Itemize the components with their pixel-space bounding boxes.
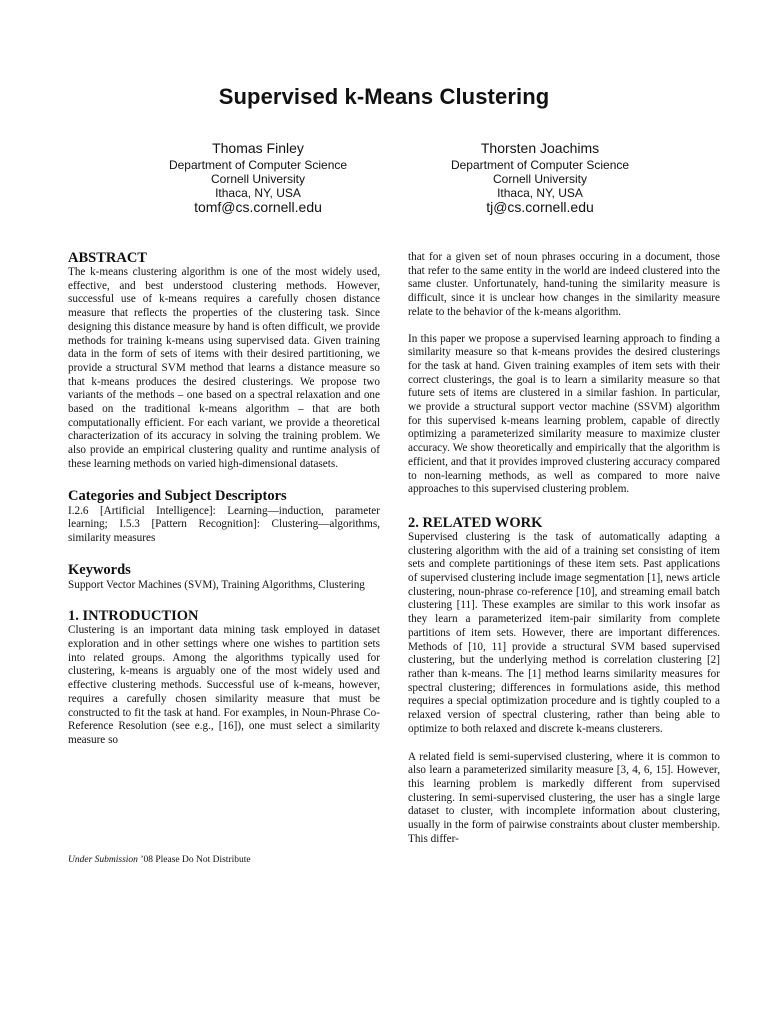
introduction-paragraph: In this paper we propose a supervised learning approach to finding a similarity measure so that k-means provides the desired clusterings for the task at hand. Given training examples of item sets with their correct clusterings, the goal is to learn a similarity measure so that future sets of items are clustered in a similar fashion. In particular, we provide a structural support vector machine (SSVM) algorithm for this supervised k-means learning problem, capable of directly optimizing a parameterized similarity measure to maximize cluster accuracy. We show theoretically and empirically that the algorithm is efficient, and that it provides improved clustering accuracy compared to non-learning methods, as well as compared to more naive approaches to this supervised clustering problem. — [408, 332, 720, 496]
related-work-section — [408, 515, 720, 846]
author-name: Thorsten Joachims — [480, 140, 600, 156]
introduction-heading: 1. INTRODUCTION — [68, 608, 199, 625]
categories-text: I.2.6 [Artificial Intelligence]: Learning—induction, parameter learning; I.5.3 [Pattern Recognition]: Clustering—algorithms, similarity measures — [68, 504, 380, 544]
introduction-section — [68, 608, 380, 747]
related-work-paragraph: A related field is semi-supervised clustering, where it is common to also learn a parameterized similarity measure [3, 4, 6, 15]. However, this learning problem is markedly different from supervised clustering. In semi-supervised clustering, the user has a single large dataset to cluster, with incomplete information about clustering, usually in the form of pairwise constraints about cluster membership. This differ- — [408, 750, 720, 845]
categories-heading: Categories and Subject Descriptors — [68, 487, 287, 504]
submission-footer — [68, 855, 251, 866]
introduction-paragraph: Clustering is an important data mining task employed in dataset exploration and in other settings where one wishes to partition sets into related groups. Among the algorithms typically used for clustering, k-means is arguably one of the most widely used and effective clustering methods. Successful use of k-means, however, requires a carefully chosen similarity measure that must be constructed to fit the task at hand. For examples, in Noun-Phrase Co-Reference Resolution (see e.g., [16]), one must select a similarity measure so — [68, 624, 380, 746]
categories-section — [68, 488, 380, 546]
paper-title: Supervised k-Means Clustering — [218, 84, 550, 109]
abstract-heading: ABSTRACT — [68, 250, 147, 266]
right-column — [408, 251, 720, 846]
footer-note: ’08 Please Do Not Distribute — [140, 855, 251, 865]
footer-venue: Under Submission — [68, 855, 138, 865]
abstract-text: The k-means clustering algorithm is one of the most widely used, effective, and best understood clustering methods. However, successful use of k-means requires a carefully chosen distance measure that reflects the properties of the clustering task. Since designing this distance measure by hand is often difficult, we provide methods for training k-means using supervised data. Given training data in the form of sets of items with their desired partitioning, we provide a structural SVM method that learns a distance measure so that k-means produces the desired clusterings. We propose two variants of the methods – one based on a spectral relaxation and one based on the traditional k-means algorithm – that are both computationally efficient. For each variant, we provide a theoretical characterization of its accuracy in solving the training problem. We also provide an empirical clustering quality and runtime analysis of these learning methods on varied high-dimensional datasets. — [68, 266, 380, 470]
left-column — [68, 250, 380, 748]
related-work-paragraph: Supervised clustering is the task of automatically adapting a clustering algorithm with the aid of a training set consisting of item sets and complete partitionings of these item sets. Past applications of supervised clustering include image segmentation [1], news article clustering, noun-phrase co-reference [10], and streaming email batch clustering [11]. These examples are similar to this work insofar as they learn a parameterized item-pair similarity from complete partitions of item sets. However, there are important differences. Methods of [10, 11] provide a structural SVM based supervised clustering, but the underlying method is correlation clustering [2] rather than k-means. The [1] method learns similarity measures for spectral clustering; differences in formulations aside, this method requires a special optimization procedure and is tightly coupled to a relaxed version of spectral clustering, rather than being able to optimize to both relaxed and discrete k-means clusterers. — [408, 530, 720, 735]
author-department: Department of Computer Science — [168, 158, 348, 172]
author-block-1 — [118, 140, 398, 215]
author-name: Thomas Finley — [212, 140, 304, 156]
author-email: tj@cs.cornell.edu — [486, 199, 594, 215]
keywords-section — [68, 562, 380, 593]
abstract-section — [68, 250, 380, 472]
keywords-text: Support Vector Machines (SVM), Training Algorithms, Clustering — [68, 578, 365, 591]
related-work-heading: 2. RELATED WORK — [408, 514, 543, 531]
author-department: Department of Computer Science — [450, 158, 630, 172]
author-email: tomf@cs.cornell.edu — [194, 199, 322, 215]
author-location: Ithaca, NY, USA — [497, 186, 583, 200]
introduction-paragraph-continued: that for a given set of noun phrases occuring in a document, those that refer to the same entity in the world are indeed clustered into the same cluster. Unfortunately, hand-tuning the similarity measure is difficult, since it is unclear how changes in the similarity measure relate to the behavior of the k-means algorithm. — [408, 251, 720, 318]
keywords-heading: Keywords — [68, 561, 131, 578]
author-university: Cornell University — [492, 172, 588, 186]
author-location: Ithaca, NY, USA — [215, 186, 301, 200]
author-block-2 — [400, 140, 680, 215]
author-university: Cornell University — [210, 172, 306, 186]
